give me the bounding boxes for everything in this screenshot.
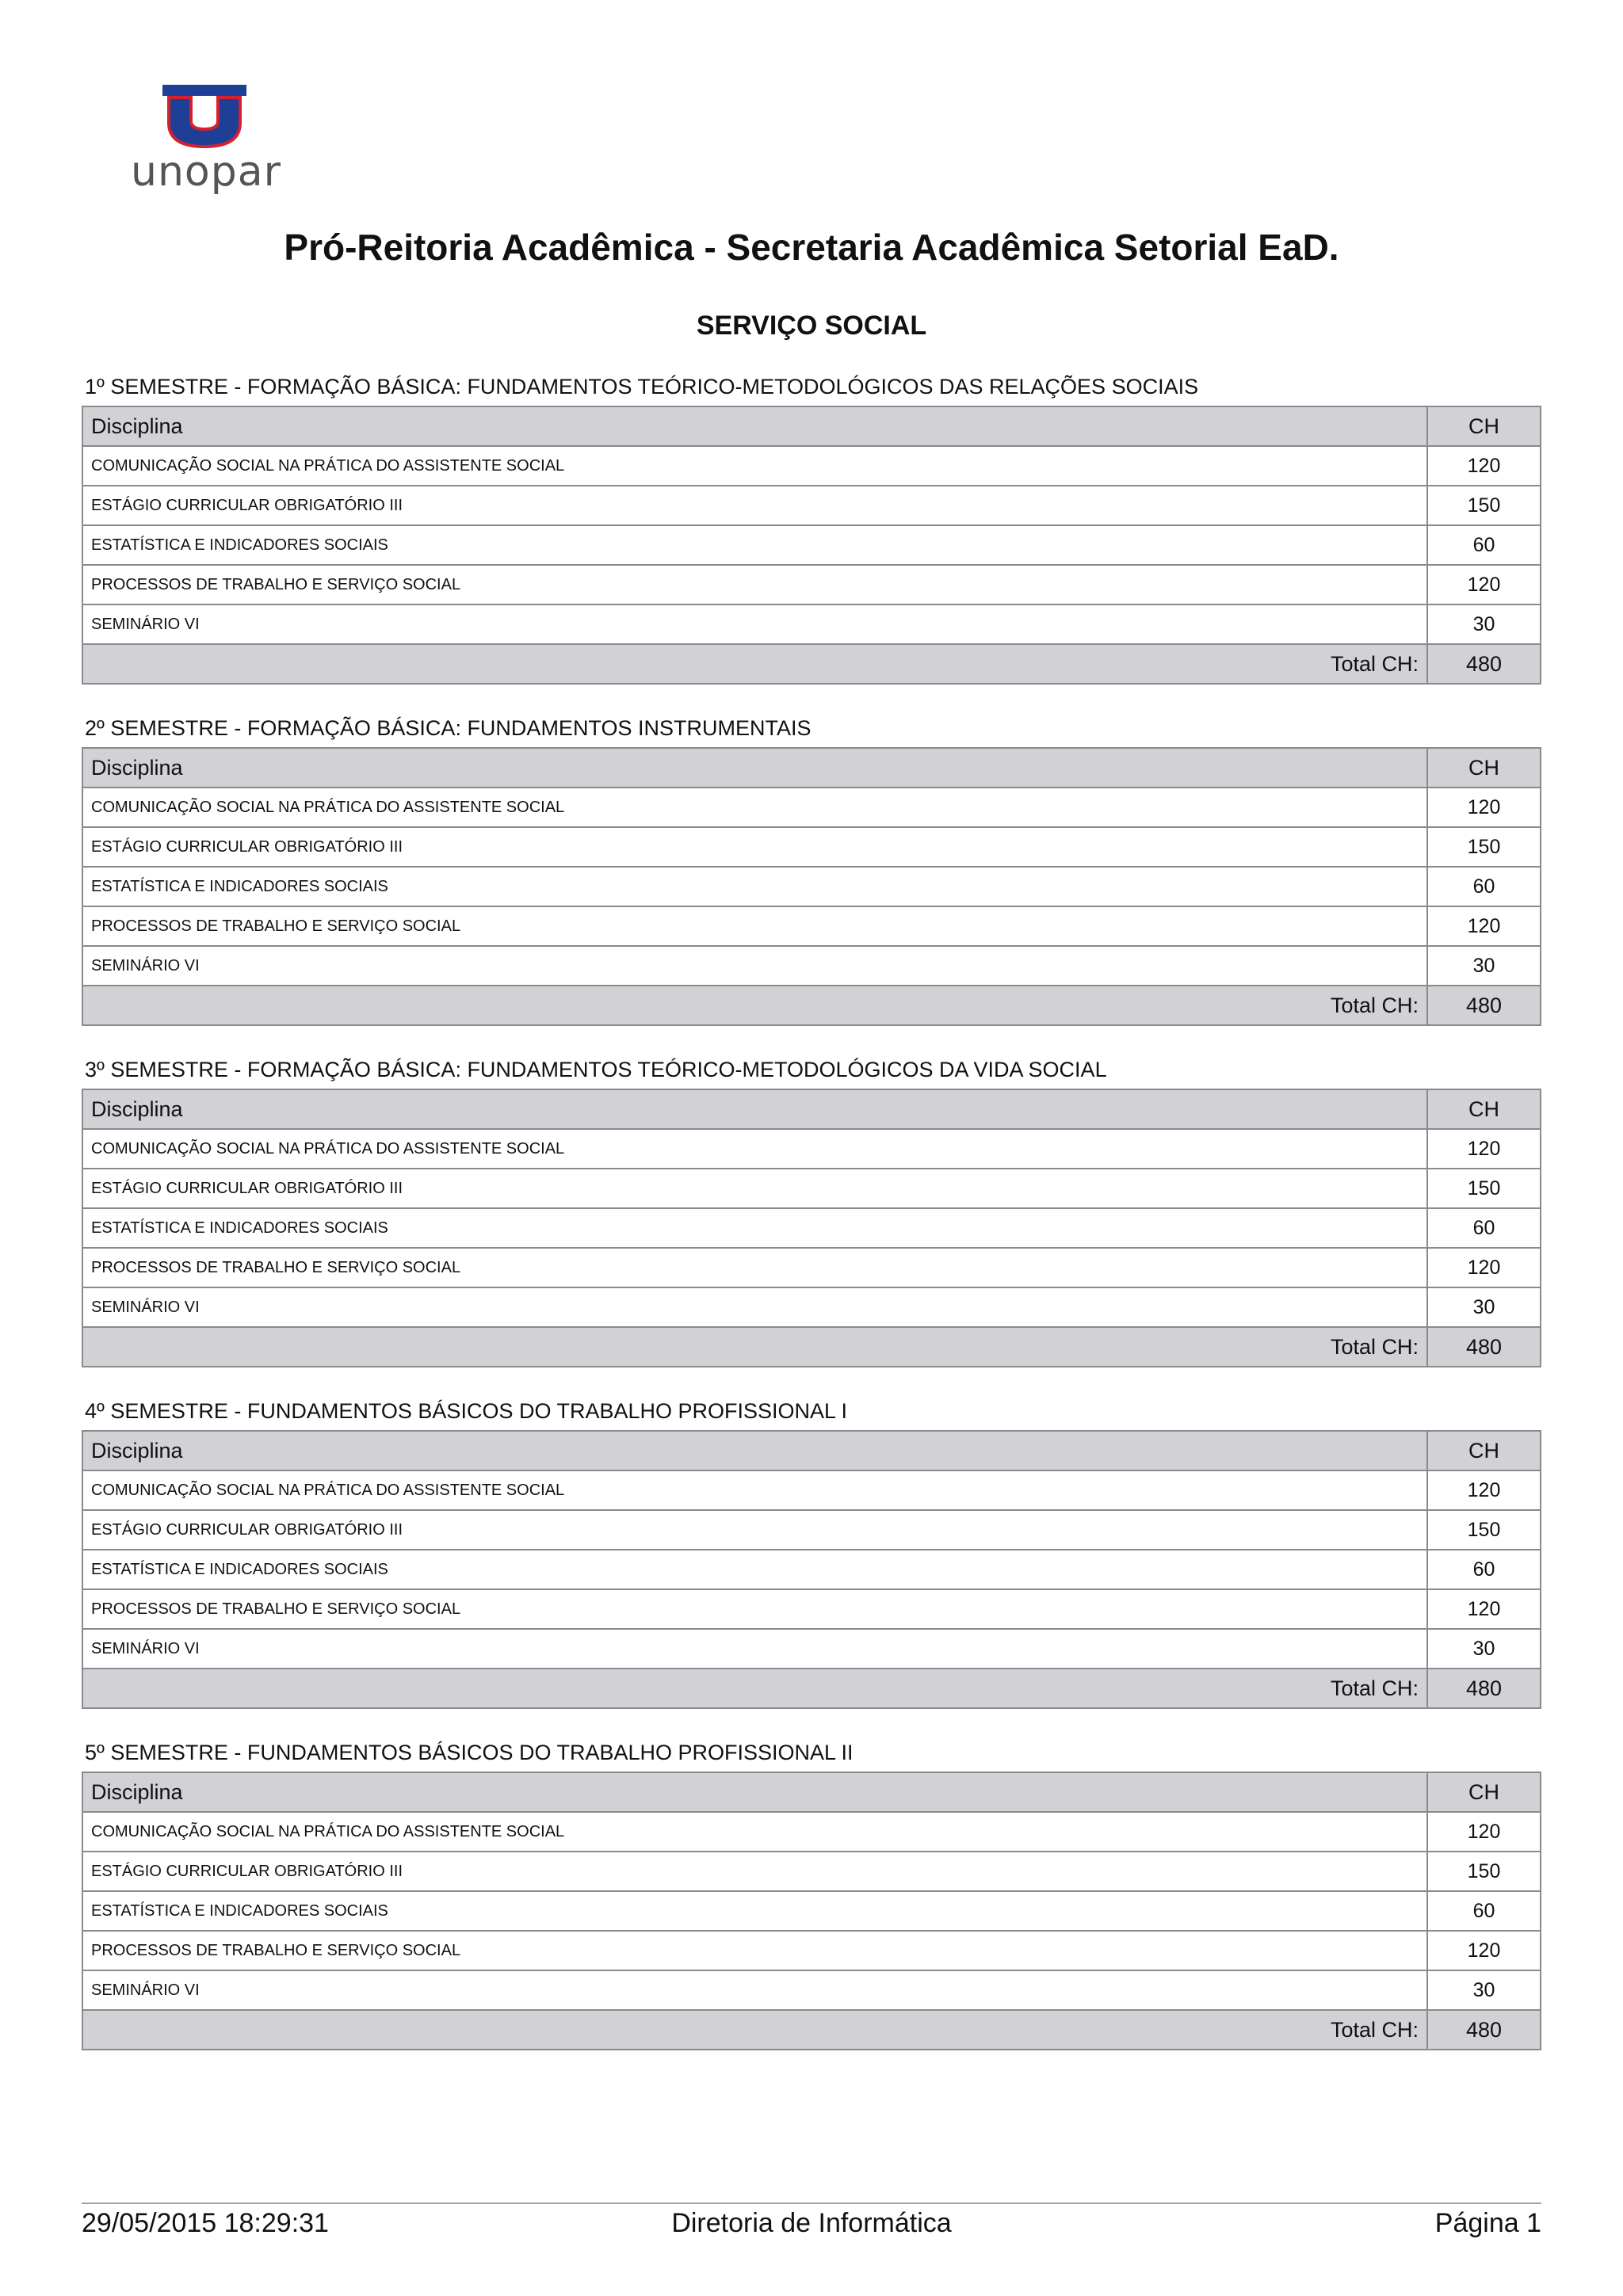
table-row — [82, 1248, 1541, 1287]
discipline-header: Disciplina — [82, 748, 1427, 788]
course-title: SERVIÇO SOCIAL — [696, 311, 927, 341]
discipline-name: ESTÁGIO CURRICULAR OBRIGATÓRIO III — [82, 486, 1427, 525]
discipline-ch: 150 — [1427, 486, 1541, 525]
discipline-ch: 120 — [1427, 788, 1541, 827]
table-total-row — [82, 1669, 1541, 1708]
semester-title: 2º SEMESTRE - FORMAÇÃO BÁSICA: FUNDAMENTOS INSTRUMENTAIS — [85, 716, 812, 740]
discipline-header: Disciplina — [82, 1089, 1427, 1129]
discipline-ch: 120 — [1427, 1129, 1541, 1169]
table-total-row — [82, 1327, 1541, 1367]
semester-section — [82, 371, 1540, 712]
discipline-ch: 150 — [1427, 1852, 1541, 1891]
table-row — [82, 446, 1541, 486]
discipline-ch: 60 — [1427, 1891, 1541, 1931]
table-row — [82, 1470, 1541, 1510]
discipline-name: ESTÁGIO CURRICULAR OBRIGATÓRIO III — [82, 1169, 1427, 1208]
discipline-ch: 120 — [1427, 1931, 1541, 1970]
discipline-name: COMUNICAÇÃO SOCIAL NA PRÁTICA DO ASSISTENTE SOCIAL — [82, 1470, 1427, 1510]
discipline-name: ESTATÍSTICA E INDICADORES SOCIAIS — [82, 1891, 1427, 1931]
table-header-row — [82, 748, 1541, 788]
discipline-name: PROCESSOS DE TRABALHO E SERVIÇO SOCIAL — [82, 1931, 1427, 1970]
discipline-ch: 120 — [1427, 565, 1541, 605]
table-row — [82, 1208, 1541, 1248]
discipline-header: Disciplina — [82, 406, 1427, 446]
semester-title: 4º SEMESTRE - FUNDAMENTOS BÁSICOS DO TRABALHO PROFISSIONAL I — [85, 1399, 848, 1423]
discipline-ch: 150 — [1427, 827, 1541, 867]
discipline-name: SEMINÁRIO VI — [82, 1287, 1427, 1327]
discipline-ch: 150 — [1427, 1169, 1541, 1208]
total-value: 480 — [1427, 2010, 1541, 2050]
discipline-table — [82, 747, 1541, 1026]
discipline-name: COMUNICAÇÃO SOCIAL NA PRÁTICA DO ASSISTENTE SOCIAL — [82, 446, 1427, 486]
table-row — [82, 1812, 1541, 1852]
discipline-header: Disciplina — [82, 1431, 1427, 1470]
discipline-name: SEMINÁRIO VI — [82, 1970, 1427, 2010]
page-title: Pró-Reitoria Acadêmica - Secretaria Acadêmica Setorial EaD. — [284, 227, 1339, 268]
table-total-row — [82, 986, 1541, 1025]
total-label: Total CH: — [82, 644, 1427, 684]
discipline-table — [82, 1089, 1541, 1367]
unopar-u-logo-icon — [161, 83, 248, 148]
table-row — [82, 1629, 1541, 1669]
logo-wordmark: unopar — [131, 148, 281, 196]
discipline-name: ESTÁGIO CURRICULAR OBRIGATÓRIO III — [82, 1510, 1427, 1550]
semester-title: 5º SEMESTRE - FUNDAMENTOS BÁSICOS DO TRABALHO PROFISSIONAL II — [85, 1741, 854, 1764]
table-row — [82, 486, 1541, 525]
discipline-name: SEMINÁRIO VI — [82, 946, 1427, 986]
discipline-name: PROCESSOS DE TRABALHO E SERVIÇO SOCIAL — [82, 1248, 1427, 1287]
footer-divider — [82, 2203, 1541, 2204]
discipline-name: COMUNICAÇÃO SOCIAL NA PRÁTICA DO ASSISTENTE SOCIAL — [82, 788, 1427, 827]
total-label: Total CH: — [82, 986, 1427, 1025]
discipline-name: PROCESSOS DE TRABALHO E SERVIÇO SOCIAL — [82, 906, 1427, 946]
table-row — [82, 1852, 1541, 1891]
table-row — [82, 1169, 1541, 1208]
table-header-row — [82, 1772, 1541, 1812]
table-row — [82, 1891, 1541, 1931]
table-row — [82, 605, 1541, 644]
table-row — [82, 1970, 1541, 2010]
discipline-ch: 60 — [1427, 867, 1541, 906]
discipline-ch: 120 — [1427, 1812, 1541, 1852]
ch-header: CH — [1427, 1089, 1541, 1129]
discipline-ch: 30 — [1427, 946, 1541, 986]
total-value: 480 — [1427, 1327, 1541, 1367]
semester-section — [82, 1054, 1540, 1395]
discipline-table — [82, 406, 1541, 685]
discipline-ch: 120 — [1427, 1470, 1541, 1510]
total-label: Total CH: — [82, 2010, 1427, 2050]
table-row — [82, 1510, 1541, 1550]
ch-header: CH — [1427, 748, 1541, 788]
discipline-name: PROCESSOS DE TRABALHO E SERVIÇO SOCIAL — [82, 565, 1427, 605]
discipline-name: ESTATÍSTICA E INDICADORES SOCIAIS — [82, 525, 1427, 565]
table-header-row — [82, 1431, 1541, 1470]
discipline-name: ESTÁGIO CURRICULAR OBRIGATÓRIO III — [82, 1852, 1427, 1891]
total-value: 480 — [1427, 1669, 1541, 1708]
table-row — [82, 525, 1541, 565]
table-row — [82, 946, 1541, 986]
semester-section — [82, 1395, 1540, 1737]
discipline-name: COMUNICAÇÃO SOCIAL NA PRÁTICA DO ASSISTENTE SOCIAL — [82, 1129, 1427, 1169]
ch-header: CH — [1427, 1772, 1541, 1812]
table-row — [82, 827, 1541, 867]
page-footer — [82, 2206, 1541, 2241]
discipline-name: SEMINÁRIO VI — [82, 605, 1427, 644]
table-row — [82, 906, 1541, 946]
table-row — [82, 788, 1541, 827]
discipline-ch: 150 — [1427, 1510, 1541, 1550]
table-row — [82, 1550, 1541, 1589]
semester-list — [82, 371, 1540, 2078]
ch-header: CH — [1427, 406, 1541, 446]
table-row — [82, 1931, 1541, 1970]
table-header-row — [82, 406, 1541, 446]
discipline-table — [82, 1772, 1541, 2050]
discipline-table — [82, 1430, 1541, 1709]
discipline-name: ESTATÍSTICA E INDICADORES SOCIAIS — [82, 1208, 1427, 1248]
table-row — [82, 1589, 1541, 1629]
discipline-name: ESTATÍSTICA E INDICADORES SOCIAIS — [82, 1550, 1427, 1589]
discipline-name: PROCESSOS DE TRABALHO E SERVIÇO SOCIAL — [82, 1589, 1427, 1629]
table-header-row — [82, 1089, 1541, 1129]
semester-title: 3º SEMESTRE - FORMAÇÃO BÁSICA: FUNDAMENTOS TEÓRICO-METODOLÓGICOS DA VIDA SOCIAL — [85, 1058, 1107, 1081]
total-value: 480 — [1427, 986, 1541, 1025]
discipline-ch: 30 — [1427, 1629, 1541, 1669]
semester-section — [82, 712, 1540, 1054]
ch-header: CH — [1427, 1431, 1541, 1470]
discipline-ch: 30 — [1427, 1287, 1541, 1327]
discipline-ch: 120 — [1427, 1589, 1541, 1629]
discipline-name: ESTÁGIO CURRICULAR OBRIGATÓRIO III — [82, 827, 1427, 867]
discipline-ch: 60 — [1427, 1208, 1541, 1248]
discipline-name: COMUNICAÇÃO SOCIAL NA PRÁTICA DO ASSISTENTE SOCIAL — [82, 1812, 1427, 1852]
footer-page-number: Página 1 — [1434, 2208, 1541, 2238]
total-value: 480 — [1427, 644, 1541, 684]
semester-section — [82, 1737, 1540, 2078]
discipline-ch: 120 — [1427, 446, 1541, 486]
unopar-logo — [131, 83, 281, 202]
total-label: Total CH: — [82, 1327, 1427, 1367]
discipline-ch: 30 — [1427, 1970, 1541, 2010]
total-label: Total CH: — [82, 1669, 1427, 1708]
table-row — [82, 1129, 1541, 1169]
footer-department: Diretoria de Informática — [671, 2208, 952, 2238]
table-row — [82, 867, 1541, 906]
discipline-name: ESTATÍSTICA E INDICADORES SOCIAIS — [82, 867, 1427, 906]
table-total-row — [82, 644, 1541, 684]
discipline-header: Disciplina — [82, 1772, 1427, 1812]
discipline-ch: 60 — [1427, 1550, 1541, 1589]
semester-title: 1º SEMESTRE - FORMAÇÃO BÁSICA: FUNDAMENTOS TEÓRICO-METODOLÓGICOS DAS RELAÇÕES SOCIAIS — [85, 375, 1199, 399]
table-row — [82, 1287, 1541, 1327]
discipline-ch: 60 — [1427, 525, 1541, 565]
discipline-ch: 120 — [1427, 1248, 1541, 1287]
discipline-name: SEMINÁRIO VI — [82, 1629, 1427, 1669]
table-total-row — [82, 2010, 1541, 2050]
discipline-ch: 120 — [1427, 906, 1541, 946]
discipline-ch: 30 — [1427, 605, 1541, 644]
footer-datetime: 29/05/2015 18:29:31 — [82, 2208, 329, 2238]
table-row — [82, 565, 1541, 605]
